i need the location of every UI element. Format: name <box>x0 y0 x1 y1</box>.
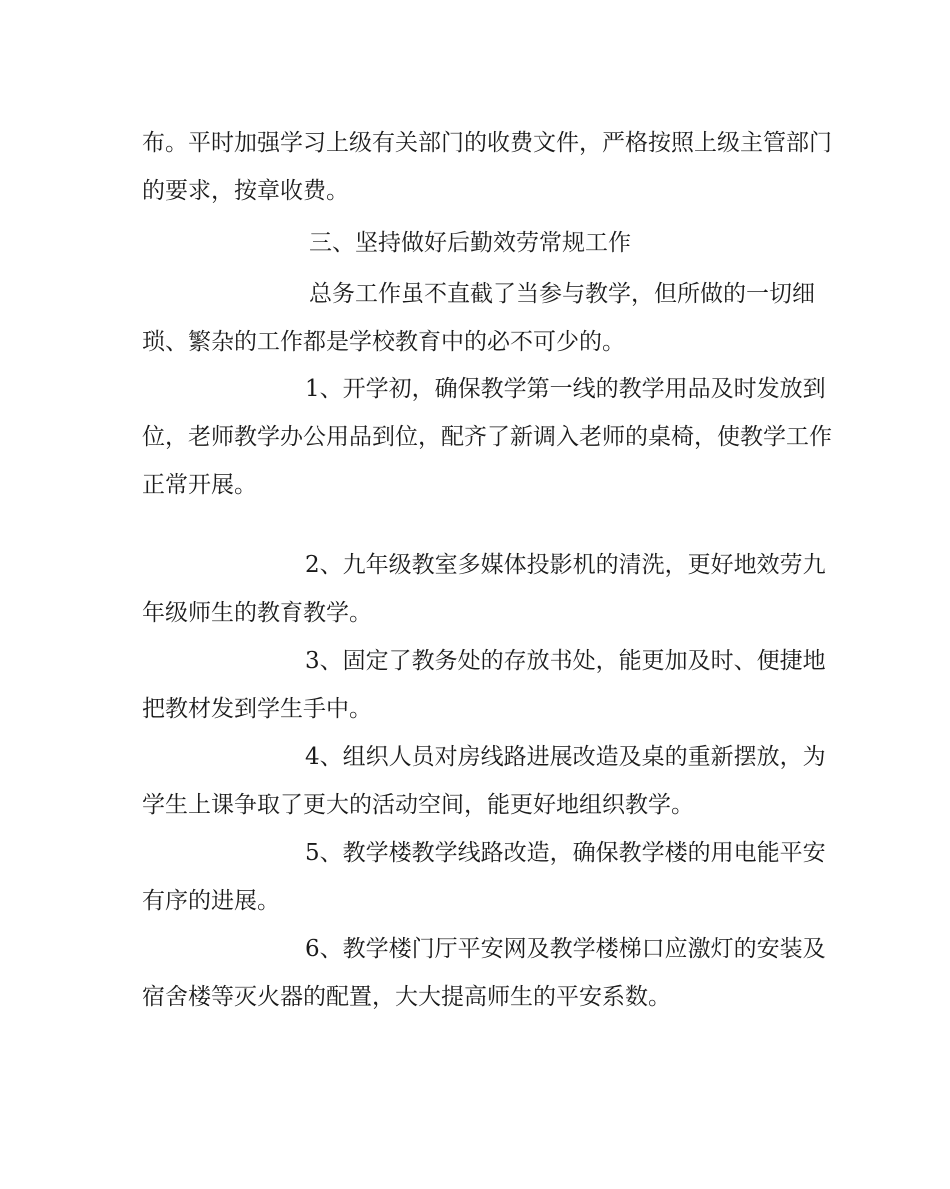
text-line: 5、教学楼教学线路改造，确保教学楼的用电能平安 <box>305 840 826 866</box>
text-line: 有序的进展。 <box>142 888 280 914</box>
text-line: 布。平时加强学习上级有关部门的收费文件，严格按照上级主管部门 <box>142 130 832 156</box>
text-line: 3、固定了教务处的存放书处，能更加及时、便捷地 <box>305 648 826 674</box>
text-line: 6、教学楼门厅平安网及教学楼梯口应激灯的安装及 <box>305 936 826 962</box>
text-line: 1、开学初，确保教学第一线的教学用品及时发放到 <box>305 376 826 402</box>
text-line: 学生上课争取了更大的活动空间，能更好地组织教学。 <box>142 792 694 818</box>
text-line: 的要求，按章收费。 <box>142 178 349 204</box>
text-line: 位，老师教学办公用品到位，配齐了新调入老师的桌椅，使教学工作 <box>142 424 832 450</box>
text-line: 2、九年级教室多媒体投影机的清洗，更好地效劳九 <box>305 552 826 578</box>
text-line: 琐、繁杂的工作都是学校教育中的必不可少的。 <box>142 329 625 355</box>
text-line: 正常开展。 <box>142 472 257 498</box>
text-line: 把教材发到学生手中。 <box>142 696 372 722</box>
text-line: 宿舍楼等灭火器的配置，大大提高师生的平安系数。 <box>142 984 671 1010</box>
text-line: 4、组织人员对房线路进展改造及桌的重新摆放，为 <box>305 744 826 770</box>
text-line: 总务工作虽不直截了当参与教学，但所做的一切细 <box>309 281 815 307</box>
text-line: 年级师生的教育教学。 <box>142 600 372 626</box>
section-heading: 三、坚持做好后勤效劳常规工作 <box>309 230 631 256</box>
